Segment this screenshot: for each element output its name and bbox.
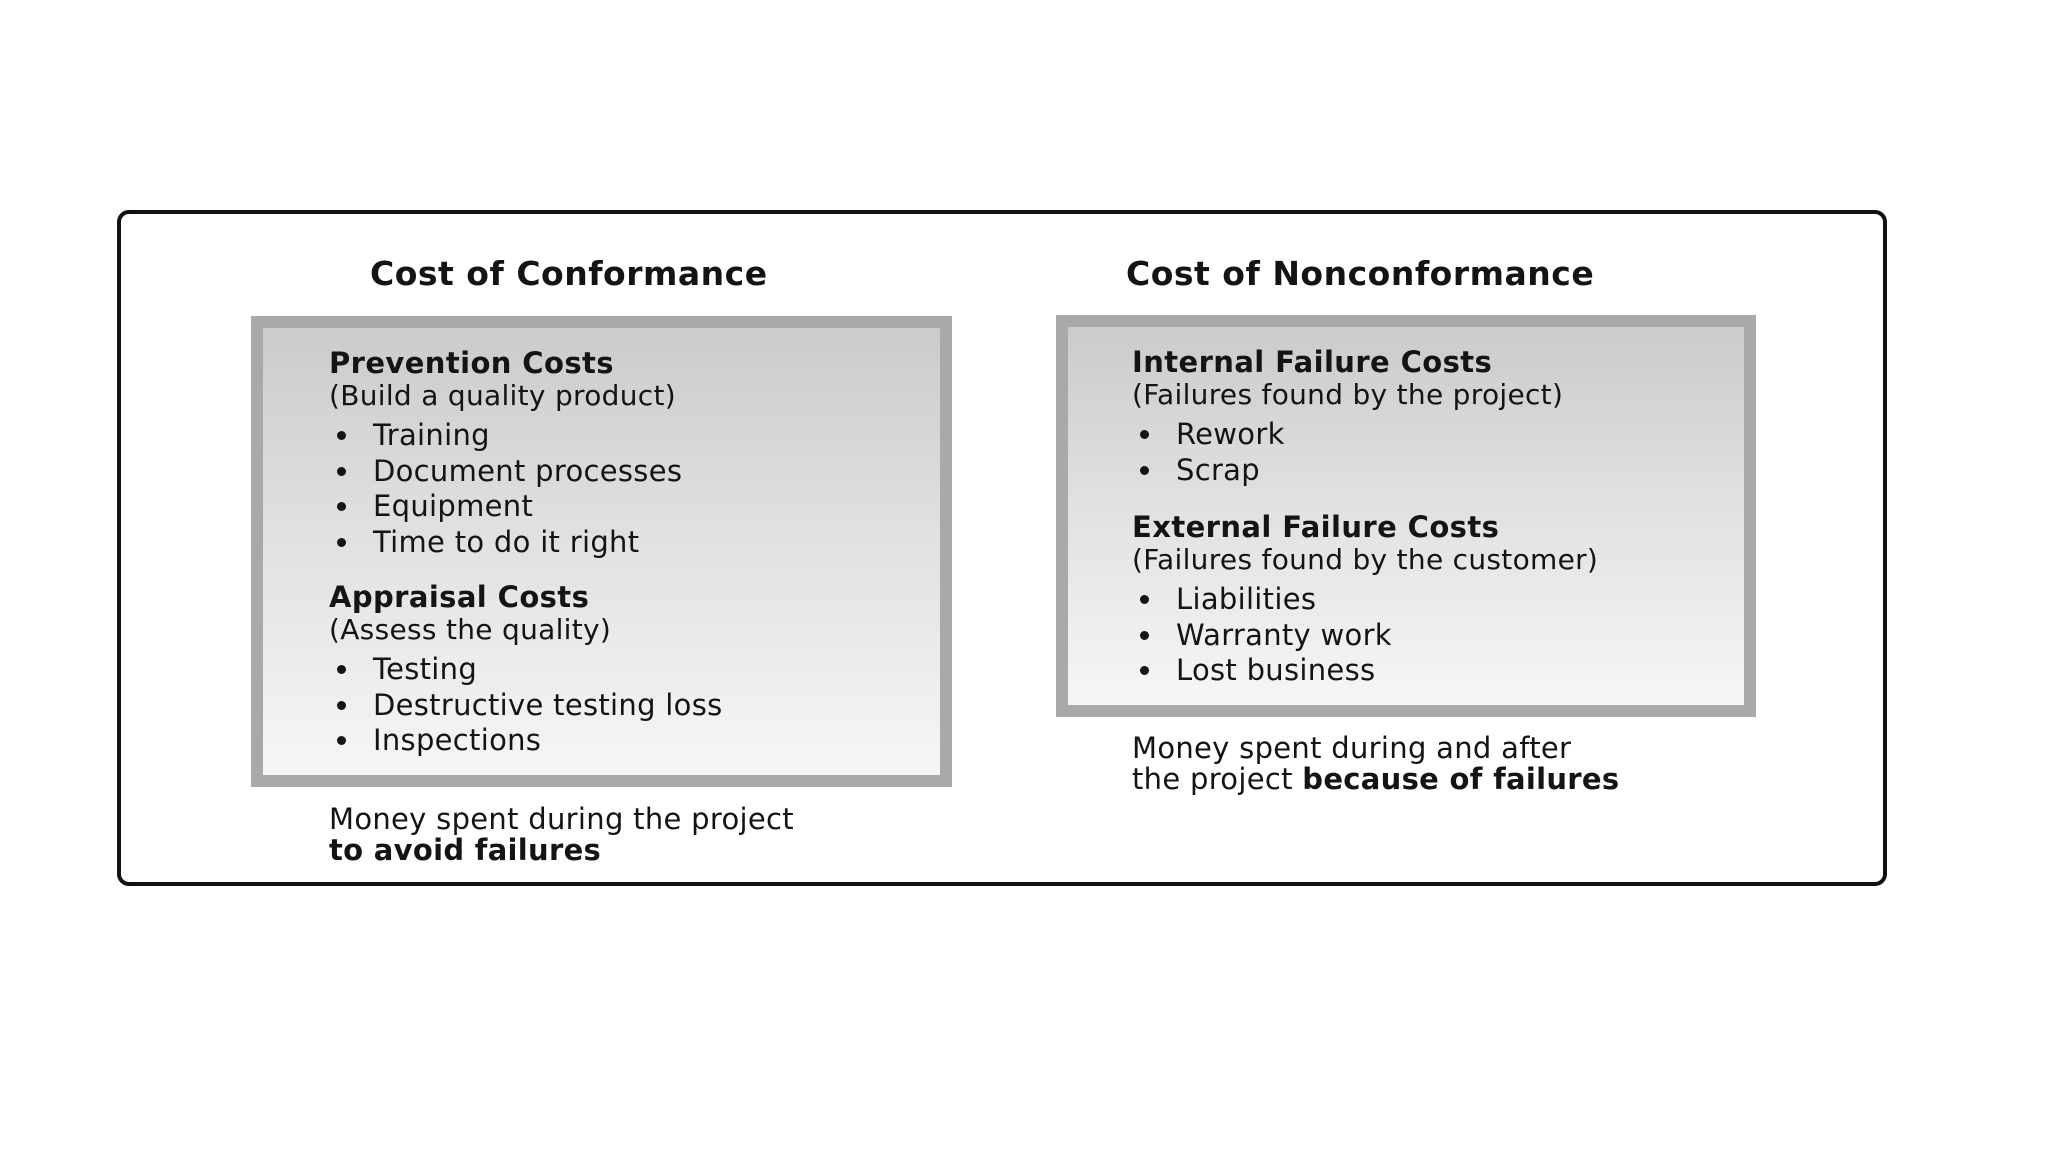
conformance-box (251, 316, 952, 787)
caption-line: Money spent during the project (329, 802, 794, 836)
list-item (1132, 582, 1734, 618)
list-item-label: Training (373, 418, 490, 452)
bullet-icon (1140, 666, 1149, 675)
bullet-list (1132, 582, 1734, 689)
external-failure-costs-section (1132, 510, 1734, 689)
list-item (329, 688, 930, 724)
bullet-list (329, 418, 930, 560)
section-subtitle: (Failures found by the customer) (1132, 543, 1599, 576)
list-item (1132, 618, 1734, 654)
list-item-label: Testing (373, 652, 478, 686)
list-item-label: Warranty work (1176, 617, 1392, 652)
list-item-label: Equipment (373, 489, 534, 523)
list-item (329, 723, 930, 759)
bullet-icon (337, 467, 346, 476)
section-title: External Failure Costs (1132, 510, 1500, 544)
list-item (329, 418, 930, 454)
list-item (329, 652, 930, 688)
conformance-caption (329, 804, 794, 866)
diagram-frame (117, 210, 1887, 886)
list-item (1132, 417, 1734, 453)
list-item-label: Lost business (1176, 653, 1376, 687)
conformance-title: Cost of Conformance (370, 254, 768, 293)
caption-text: the project (1132, 762, 1303, 796)
list-item (329, 489, 930, 525)
nonconformance-box (1056, 315, 1756, 717)
section-subtitle: (Assess the quality) (329, 613, 612, 646)
bullet-icon (337, 502, 346, 511)
list-item (1132, 653, 1734, 689)
list-item-label: Inspections (373, 723, 542, 757)
bullet-icon (337, 701, 346, 710)
bullet-icon (1140, 466, 1149, 475)
list-item-label: Document processes (373, 453, 683, 488)
bullet-list (1132, 417, 1734, 488)
list-item-label: Destructive testing loss (373, 687, 723, 722)
bullet-icon (1140, 595, 1149, 604)
list-item-label: Scrap (1176, 452, 1260, 487)
bullet-icon (337, 665, 346, 674)
bullet-list (329, 652, 930, 759)
list-item-label: Rework (1176, 417, 1285, 451)
caption-emphasis: to avoid failures (329, 833, 602, 867)
caption-line-mixed (1132, 764, 1619, 795)
bullet-icon (337, 431, 346, 440)
list-item (329, 525, 930, 561)
conformance-box-content (329, 346, 930, 759)
section-title: Internal Failure Costs (1132, 345, 1493, 379)
list-item-label: Liabilities (1176, 582, 1317, 616)
nonconformance-title: Cost of Nonconformance (1126, 254, 1595, 293)
caption-line-bold (329, 835, 794, 866)
nonconformance-box-content (1132, 345, 1734, 689)
caption-emphasis: because of failures (1302, 762, 1620, 796)
bullet-icon (337, 736, 346, 745)
list-item (1132, 453, 1734, 489)
section-subtitle: (Build a quality product) (329, 379, 676, 412)
section-title: Appraisal Costs (329, 580, 590, 614)
nonconformance-caption (1132, 733, 1619, 795)
section-subtitle: (Failures found by the project) (1132, 378, 1564, 411)
internal-failure-costs-section (1132, 345, 1734, 488)
prevention-costs-section (329, 346, 930, 560)
list-item-label: Time to do it right (373, 524, 640, 559)
section-title: Prevention Costs (329, 346, 614, 380)
bullet-icon (337, 538, 346, 547)
list-item (329, 454, 930, 490)
appraisal-costs-section (329, 580, 930, 759)
caption-line: Money spent during and after (1132, 731, 1572, 765)
bullet-icon (1140, 430, 1149, 439)
bullet-icon (1140, 631, 1149, 640)
